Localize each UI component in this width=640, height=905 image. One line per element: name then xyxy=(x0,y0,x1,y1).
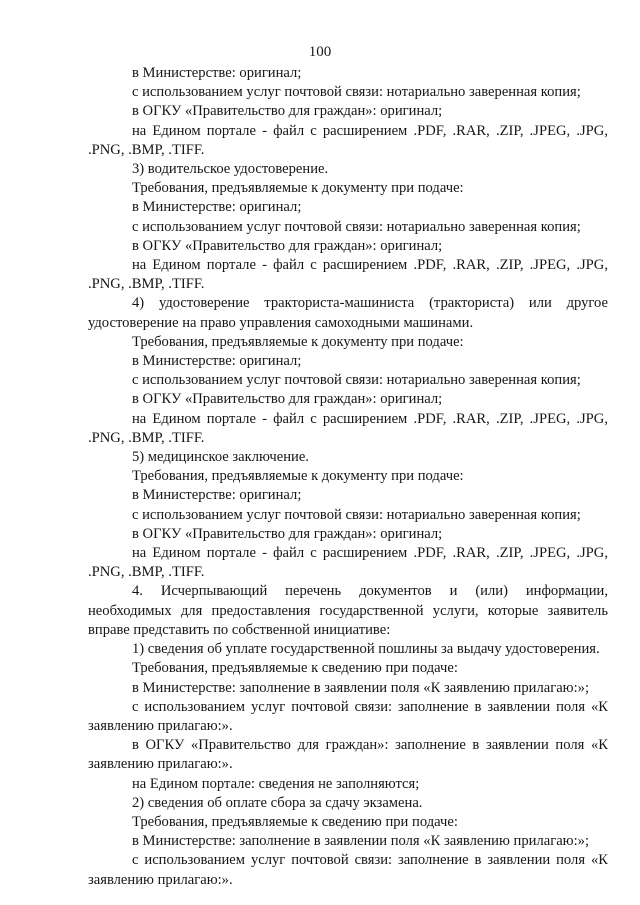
document-body xyxy=(88,64,608,890)
paragraph: на Едином портале - файл с расширением .PDF, .RAR, .ZIP, .JPEG, .JPG, .PNG, .BMP, .TIFF. xyxy=(88,122,608,158)
paragraph: 5) медицинское заключение. xyxy=(132,449,309,466)
paragraph: с использованием услуг почтовой связи: нотариально заверенная копия; xyxy=(132,218,581,235)
paragraph: в Министерстве: оригинал; xyxy=(132,199,302,216)
paragraph: в Министерстве: оригинал; xyxy=(132,353,302,370)
paragraph: Требования, предъявляемые к сведению при подаче: xyxy=(132,813,458,830)
paragraph: в Министерстве: заполнение в заявлении поля «К заявлению прилагаю:»; xyxy=(132,833,589,850)
paragraph: с использованием услуг почтовой связи: нотариально заверенная копия; xyxy=(132,84,581,101)
paragraph: в Министерстве: оригинал; xyxy=(132,487,302,504)
paragraph: с использованием услуг почтовой связи: нотариально заверенная копия; xyxy=(132,506,581,523)
paragraph: в Министерстве: заполнение в заявлении поля «К заявлению прилагаю:»; xyxy=(132,679,589,696)
paragraph: 4) удостоверение тракториста-машиниста (тракториста) или другое удостоверение на право управления самоходными машинами. xyxy=(88,295,608,331)
paragraph: Требования, предъявляемые к сведению при подаче: xyxy=(132,660,458,677)
paragraph: на Едином портале - файл с расширением .PDF, .RAR, .ZIP, .JPEG, .JPG, .PNG, .BMP, .TIFF. xyxy=(88,545,608,581)
paragraph: на Едином портале - файл с расширением .PDF, .RAR, .ZIP, .JPEG, .JPG, .PNG, .BMP, .TIFF. xyxy=(88,410,608,446)
paragraph: 4. Исчерпывающий перечень документов и (или) информации, необходимых для предоставления государственной услуги, которые заявитель вправе представить по собственной инициативе: xyxy=(88,583,608,638)
paragraph: в ОГКУ «Правительство для граждан»: оригинал; xyxy=(132,391,443,408)
paragraph: с использованием услуг почтовой связи: заполнение в заявлении поля «К заявлению прилагаю:». xyxy=(88,698,608,734)
paragraph: 2) сведения об оплате сбора за сдачу экзамена. xyxy=(132,794,423,811)
page-number: 100 xyxy=(308,44,332,60)
paragraph: в ОГКУ «Правительство для граждан»: заполнение в заявлении поля «К заявлению прилагаю:». xyxy=(88,737,608,773)
paragraph: 1) сведения об уплате государственной пошлины за выдачу удостоверения. xyxy=(132,641,600,658)
paragraph: в ОГКУ «Правительство для граждан»: оригинал; xyxy=(132,525,443,542)
paragraph: с использованием услуг почтовой связи: нотариально заверенная копия; xyxy=(132,372,581,389)
paragraph: Требования, предъявляемые к документу при подаче: xyxy=(132,468,464,485)
paragraph: с использованием услуг почтовой связи: заполнение в заявлении поля «К заявлению прилагаю:». xyxy=(88,852,608,888)
paragraph: Требования, предъявляемые к документу при подаче: xyxy=(132,333,464,350)
paragraph: Требования, предъявляемые к документу при подаче: xyxy=(132,180,464,197)
paragraph: в ОГКУ «Правительство для граждан»: оригинал; xyxy=(132,103,443,120)
paragraph: на Едином портале: сведения не заполняются; xyxy=(132,775,420,792)
paragraph: на Едином портале - файл с расширением .PDF, .RAR, .ZIP, .JPEG, .JPG, .PNG, .BMP, .TIFF. xyxy=(88,257,608,293)
paragraph: в ОГКУ «Правительство для граждан»: оригинал; xyxy=(132,237,443,254)
paragraph: в Министерстве: оригинал; xyxy=(132,65,302,81)
paragraph: 3) водительское удостоверение. xyxy=(132,161,329,178)
